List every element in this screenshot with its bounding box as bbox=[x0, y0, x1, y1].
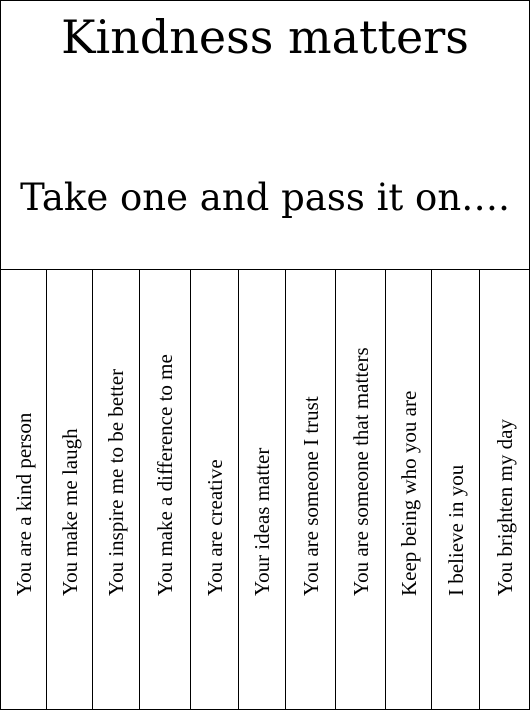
strip-message: Your ideas matter bbox=[250, 447, 274, 596]
tear-off-strip[interactable] bbox=[93, 270, 140, 710]
flyer-title: Kindness matters bbox=[61, 10, 469, 64]
tear-off-strip[interactable] bbox=[432, 270, 480, 710]
tear-off-strip[interactable] bbox=[336, 270, 386, 710]
tear-off-strip[interactable] bbox=[140, 270, 191, 710]
flyer-subtitle: Take one and pass it on…. bbox=[20, 176, 510, 219]
strip-message: You inspire me to be better bbox=[104, 368, 128, 596]
tear-off-strip[interactable] bbox=[386, 270, 432, 710]
tear-off-strip[interactable] bbox=[191, 270, 239, 710]
tear-off-strip[interactable] bbox=[239, 270, 286, 710]
strip-message: You are creative bbox=[202, 459, 227, 596]
strip-message: You make me laugh bbox=[57, 428, 82, 596]
tear-off-strip[interactable] bbox=[286, 270, 336, 710]
flyer-header bbox=[1, 1, 529, 270]
tear-off-strips bbox=[1, 270, 529, 710]
strip-message: I believe in you bbox=[443, 464, 468, 596]
tear-off-strip[interactable] bbox=[480, 270, 529, 710]
tear-off-strip[interactable] bbox=[47, 270, 93, 710]
tear-off-strip[interactable] bbox=[1, 270, 47, 710]
strip-message: You are someone I trust bbox=[298, 396, 323, 596]
strip-message: You are someone that matters bbox=[348, 347, 373, 596]
strip-message: You brighten my day bbox=[492, 419, 517, 596]
strip-message: You make a difference to me bbox=[153, 354, 177, 596]
strip-message: Keep being who you are bbox=[396, 390, 421, 596]
strip-message: You are a kind person bbox=[11, 412, 36, 596]
